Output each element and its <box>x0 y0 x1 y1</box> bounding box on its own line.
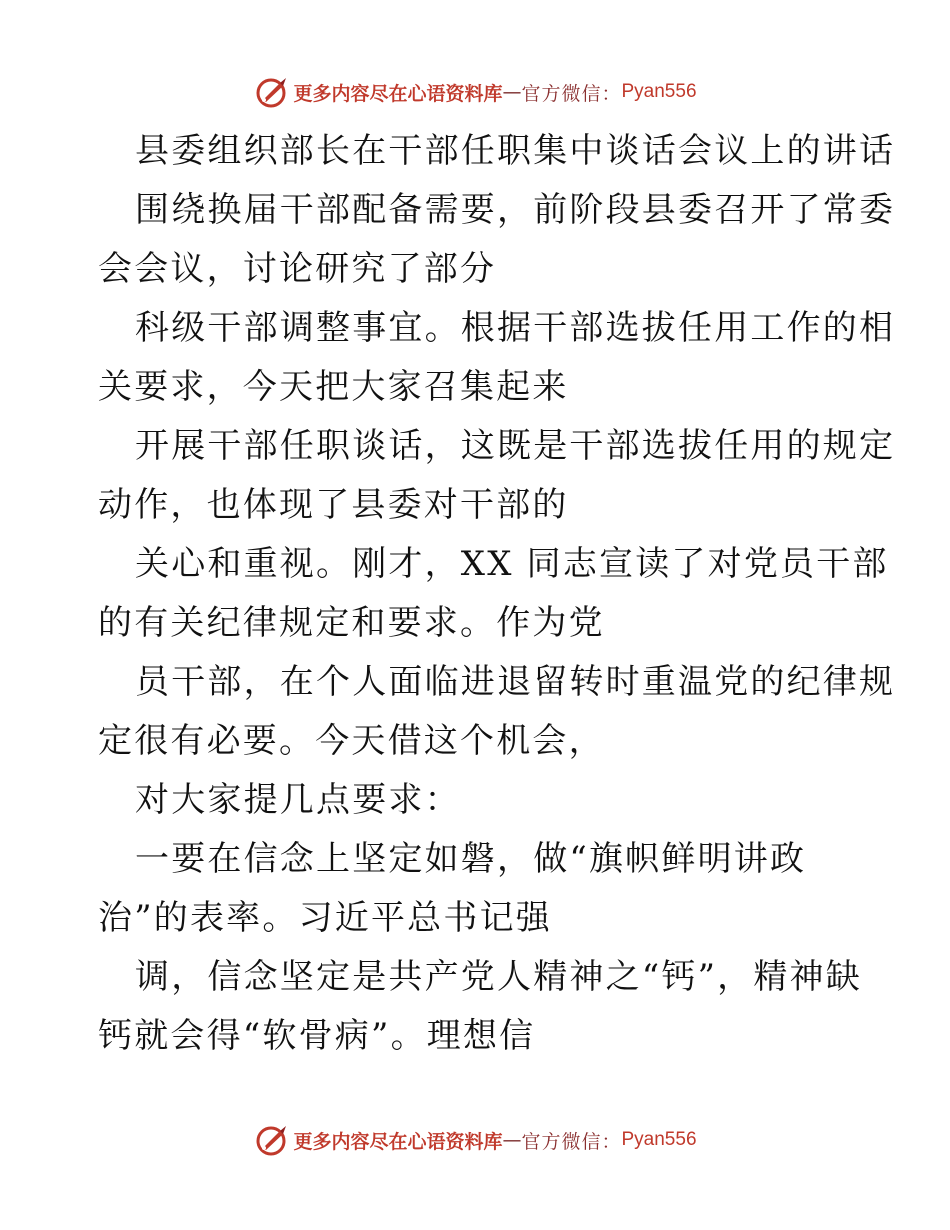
text-line: 科级干部调整事宜。根据干部选拔任用工作的相 <box>135 308 896 348</box>
text-line: 动作，也体现了县委对干部的 <box>98 485 569 525</box>
banner-wechat-id: Pyan556 <box>621 1129 697 1150</box>
banner-wechat-id: Pyan556 <box>621 81 697 102</box>
text-line: 关要求，今天把大家召集起来 <box>98 367 569 407</box>
text-line: 对大家提几点要求： <box>135 780 461 820</box>
banner-separator: — <box>502 1129 522 1151</box>
text-line: 员干部，在个人面临进退留转时重温党的纪律规 <box>135 662 896 702</box>
quill-pen-logo-icon <box>253 74 289 110</box>
text-line: 开展干部任职谈话，这既是干部选拔任用的规定 <box>135 426 896 466</box>
quill-pen-logo-icon <box>253 1122 289 1158</box>
text-line: 一要在信念上坚定如磐，做“旗帜鲜明讲政 <box>135 839 807 879</box>
banner-wechat-label: 官方微信： <box>521 1130 622 1153</box>
text-line: 调，信念坚定是共产党人精神之“钙”，精神缺 <box>135 957 862 997</box>
footer-banner <box>0 1120 950 1160</box>
text-line: 治”的表率。习近平总书记强 <box>98 898 552 938</box>
banner-separator: — <box>502 81 522 103</box>
text-line: 会会议，讨论研究了部分 <box>98 249 497 289</box>
document-title: 县委组织部长在干部任职集中谈话会议上的讲话 <box>135 131 896 171</box>
text-line: 钙就会得“软骨病”。理想信 <box>98 1016 536 1056</box>
text-line: 关心和重视。刚才，XX 同志宣读了对党员干部 <box>135 544 889 584</box>
banner-wechat-label: 官方微信： <box>521 82 622 105</box>
text-line: 定很有必要。今天借这个机会， <box>98 721 605 761</box>
header-banner <box>0 72 950 112</box>
text-line: 围绕换届干部配备需要，前阶段县委召开了常委 <box>135 190 896 230</box>
text-line: 的有关纪律规定和要求。作为党 <box>98 603 605 643</box>
banner-slogan: 更多内容尽在心语资料库 <box>293 82 503 105</box>
banner-slogan: 更多内容尽在心语资料库 <box>293 1130 503 1153</box>
document-body <box>98 122 896 1066</box>
